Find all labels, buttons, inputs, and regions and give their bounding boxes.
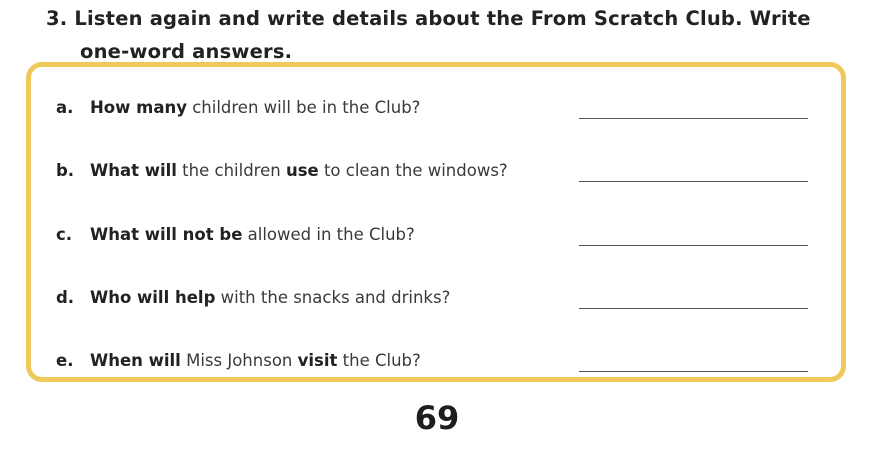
question-letter: c. [56, 225, 73, 244]
answer-line-e[interactable] [579, 371, 808, 372]
question-text: children will be in the Club? [186, 98, 421, 117]
exercise-instruction [46, 2, 846, 68]
instruction-line-2: one-word answers. [80, 40, 293, 63]
question-bold: use [285, 161, 319, 180]
question-letter: e. [56, 351, 74, 370]
question-letter: d. [56, 288, 75, 307]
answer-line-c[interactable] [579, 245, 808, 246]
question-bold: When will [90, 351, 181, 370]
question-bold: visit [297, 351, 338, 370]
question-bold: Who will help [90, 288, 216, 307]
page-number: 69 [414, 399, 460, 437]
question-text: the children [176, 161, 286, 180]
answer-line-d[interactable] [579, 308, 808, 309]
question-text: Miss Johnson [180, 351, 298, 370]
question-text: allowed in the Club? [242, 225, 415, 244]
question-text: the Club? [337, 351, 421, 370]
question-bold: What will [90, 161, 177, 180]
question-text: to clean the windows? [318, 161, 508, 180]
question-letter: a. [56, 98, 74, 117]
answer-line-a[interactable] [579, 118, 808, 119]
instruction-line-1: 3. Listen again and write details about the From Scratch Club. Write [46, 7, 811, 30]
question-text: with the snacks and drinks? [215, 288, 451, 307]
question-bold: What will not be [90, 225, 243, 244]
question-bold: How many [90, 98, 187, 117]
question-letter: b. [56, 161, 75, 180]
answer-line-b[interactable] [579, 181, 808, 182]
